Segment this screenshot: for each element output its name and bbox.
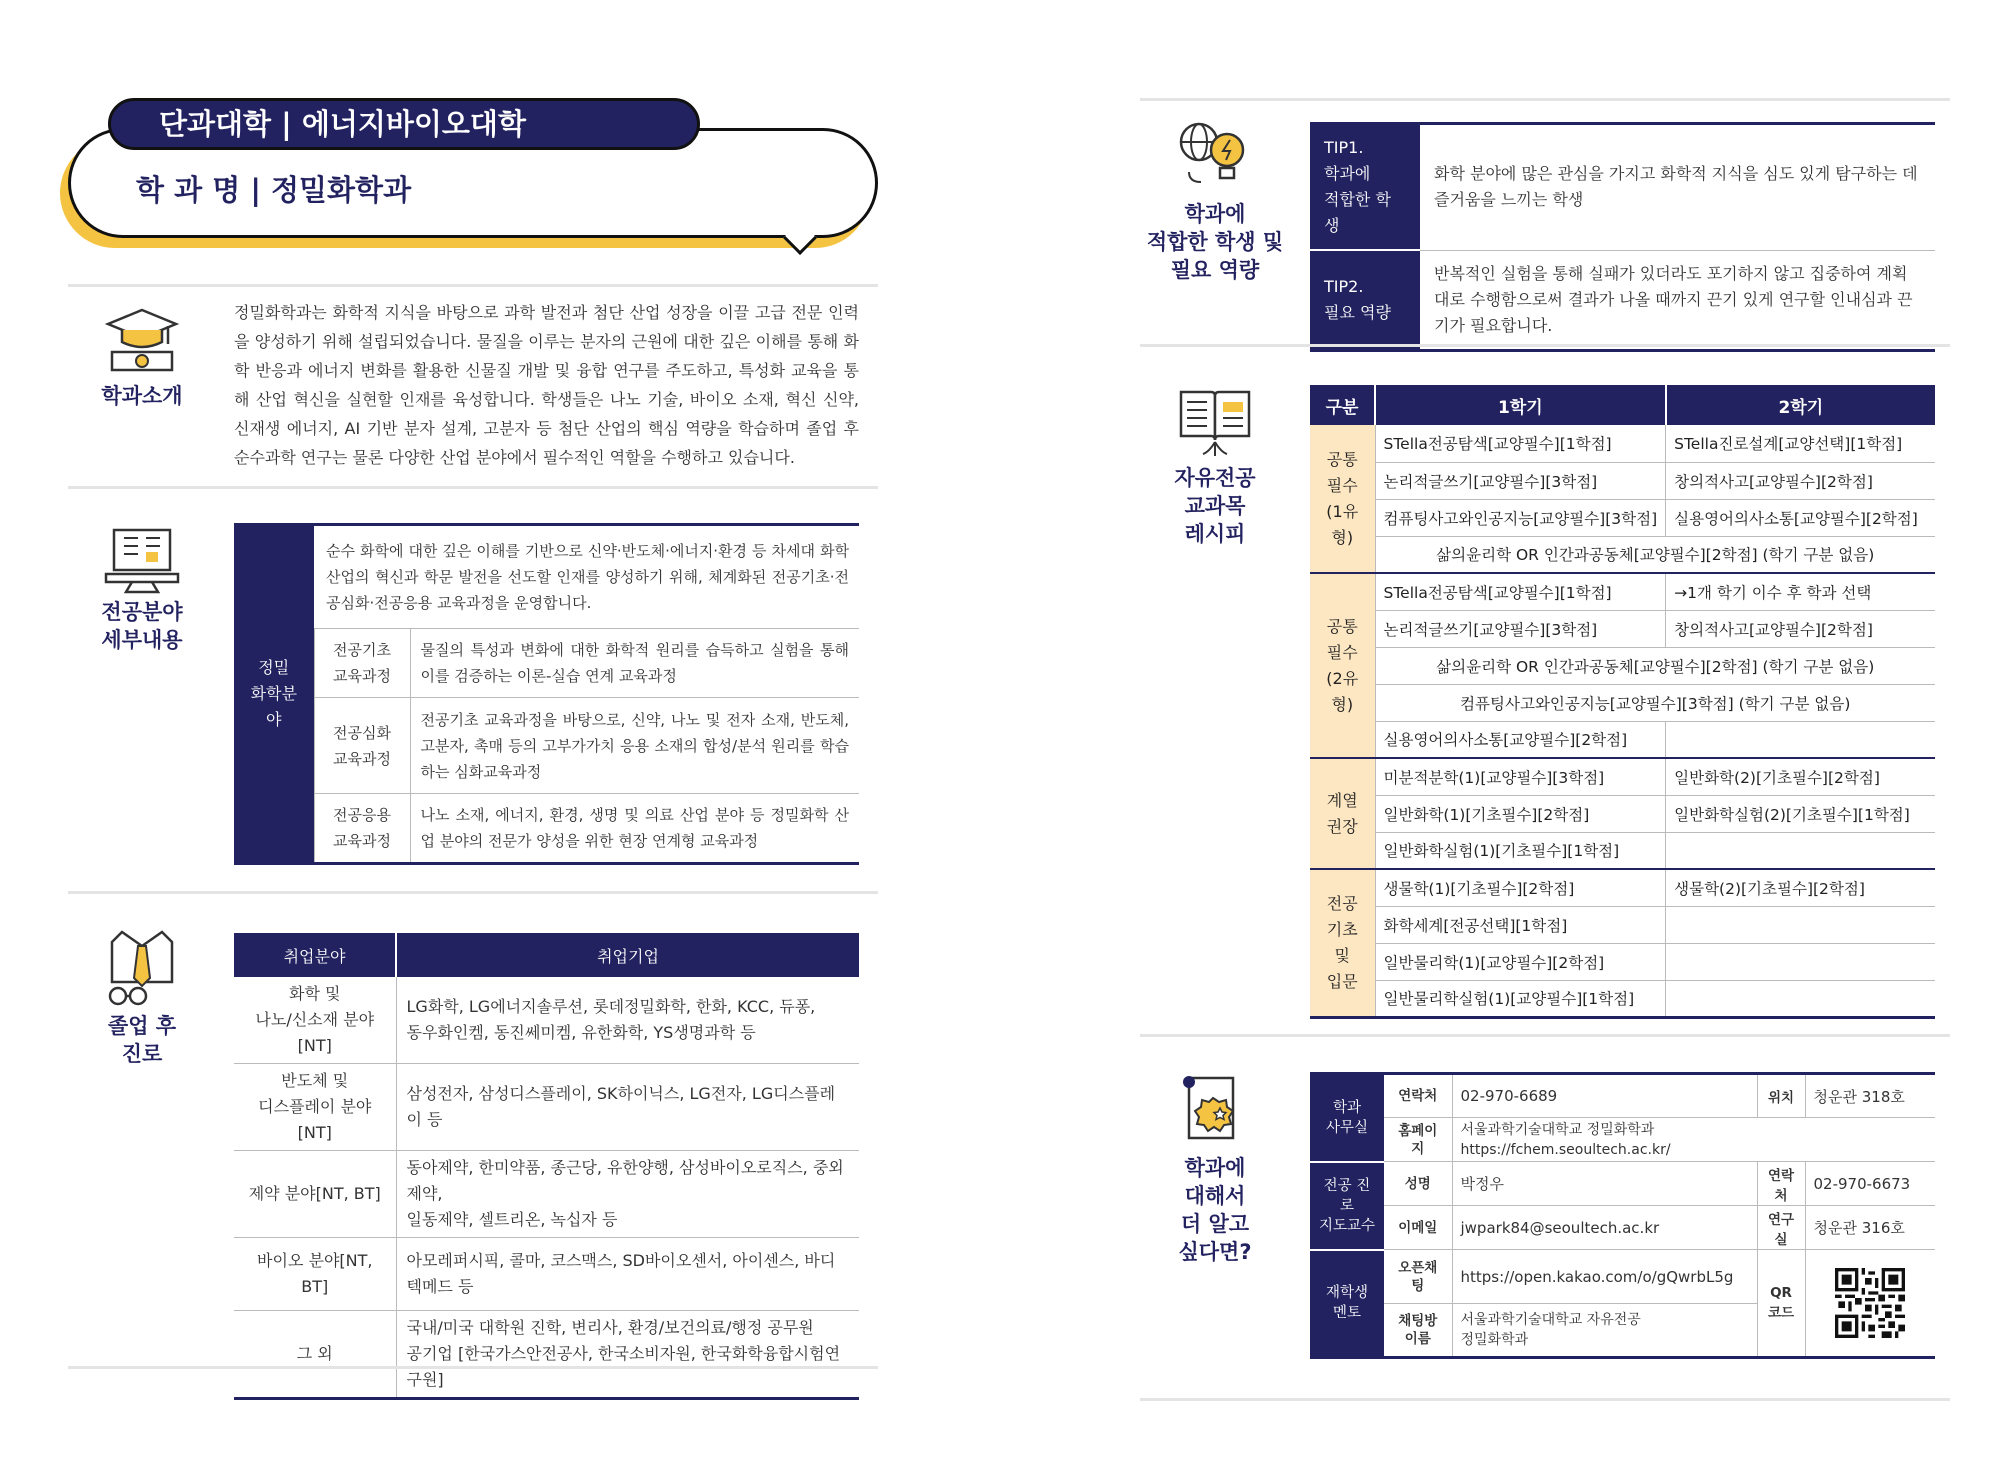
- department-title: 학 과 명 | 정밀화학과: [136, 173, 412, 207]
- tip-value: 화학 분야에 많은 관심을 가지고 화학적 지식을 심도 있게 탐구하는 데 즐거움을 느끼는 학생: [1420, 124, 1935, 251]
- recipe-head-group: 구분: [1310, 385, 1375, 425]
- career-field-line2: 디스플레이 분야[NT]: [258, 1097, 372, 1142]
- table-header-row: [1310, 385, 1935, 425]
- intro-label: 학과소개: [101, 384, 183, 408]
- contact-chat-url[interactable]: https://open.kakao.com/o/gQwrbL5g: [1452, 1250, 1757, 1304]
- intro-text: 정밀화학과는 화학적 지식을 바탕으로 과학 발전과 첨단 산업 성장을 이끌 고급 전문 인력을 양성하기 위해 설립되었습니다. 물질을 이루는 분자의 근원에 대한 깊은 이해를 통해 화학 반응과 에너지 변화를 활용한 신물질 개발 및 융합 연구를 주도하고, 특성화 교육을 통해 산업 혁신을 실현할 인재를 육성합니다. 학생들은 나노 기술, 바이오 소재, 혁신 신약, 신재생 에너지, AI 기반 분자 설계, 고분자 등 첨단 산업의 핵심 역량을 학습하며 졸업 후 순수과학 연구는 물론 다양한 산업 분야에서 필수적인 역할을 수행하고 있습니다.: [234, 303, 859, 467]
- field-section-icon: [92, 524, 192, 654]
- tips-section-icon: [1140, 120, 1290, 284]
- shirt-tie-glasses-icon: [102, 926, 182, 1008]
- field-row-desc: 나노 소재, 에너지, 환경, 생명 및 의료 산업 분야 등 정밀화학 산업 분야의 전문가 양성을 위한 현장 연계형 교육과정: [420, 806, 849, 850]
- field-side-line2: 화학분야: [250, 684, 297, 729]
- contact-office-line1: 학과: [1332, 1099, 1361, 1116]
- contact-mentor-line1: 재학생: [1325, 1285, 1369, 1302]
- career-table: [234, 933, 859, 1400]
- table-row: [234, 1238, 859, 1311]
- contact-room-name: [1452, 1304, 1757, 1358]
- contact-label-line3: 더 알고: [1180, 1212, 1250, 1236]
- divider: [1140, 344, 1950, 347]
- contact-mentor-line2: 멘토: [1332, 1305, 1361, 1322]
- recipe-head-semester1: 1학기: [1375, 385, 1666, 425]
- recipe-course: STella전공탐색[교양필수][1학점]: [1375, 573, 1666, 610]
- table-row: [1310, 462, 1935, 499]
- career-company-line1: 삼성전자, 삼성디스플레이, SK하이닉스, LG전자, LG디스플레이 등: [406, 1084, 836, 1129]
- career-field-cell: [234, 977, 396, 1064]
- table-row: [1310, 1206, 1935, 1250]
- recipe-group-cell: [1310, 869, 1375, 1017]
- recipe-group-line1: 공통: [1326, 449, 1358, 469]
- recipe-group-line2: 필수: [1326, 642, 1358, 662]
- contact-room-label-line2: 이름: [1404, 1331, 1431, 1347]
- career-company-cell: [396, 1311, 859, 1399]
- field-row-name: [314, 698, 410, 794]
- recipe-course: 생물학(2)[기초필수][2학점]: [1666, 869, 1935, 906]
- recipe-course: 일반화학(1)[기초필수][2학점]: [1375, 795, 1666, 832]
- field-row-name-line2: 교육과정: [333, 749, 391, 768]
- field-row-desc: 물질의 특성과 변화에 대한 화학적 원리를 습득하고 실험을 통해 이를 검증하는 이론-실습 연계 교육과정: [410, 629, 859, 698]
- table-row: [1310, 647, 1935, 684]
- contact-email-label: 이메일: [1384, 1206, 1452, 1250]
- table-row: [234, 794, 859, 864]
- table-row: [234, 698, 859, 794]
- recipe-course: STella진로설계[교양선택][1학점]: [1666, 425, 1935, 462]
- divider: [68, 284, 878, 287]
- table-row: [1310, 869, 1935, 906]
- graduation-cap-icon: [102, 304, 182, 378]
- career-company-cell: [396, 1064, 859, 1151]
- contact-office-line2: 사무실: [1325, 1119, 1369, 1136]
- career-field-line1: 화학 및: [289, 984, 341, 1003]
- contact-table: [1310, 1072, 1935, 1359]
- recipe-course: 일반화학실험(1)[기초필수][1학점]: [1375, 832, 1666, 869]
- divider: [68, 486, 878, 489]
- career-company-cell: 아모레퍼시픽, 콜마, 코스맥스, SD바이오센서, 아이센스, 바디텍메드 등: [396, 1238, 859, 1311]
- recipe-head-semester2: 2학기: [1666, 385, 1935, 425]
- tips-label-line1: 학과에: [1184, 202, 1246, 226]
- career-company-cell: [396, 1151, 859, 1238]
- recipe-group-line3: (1유형): [1326, 501, 1359, 547]
- book-monitor-icon: [102, 524, 182, 594]
- recipe-course: 일반물리학실험(1)[교양필수][1학점]: [1375, 980, 1666, 1017]
- field-row-name-line1: 전공심화: [333, 723, 391, 742]
- contact-location: 청운관 318호: [1805, 1074, 1935, 1118]
- contact-room-label-line1: 채팅방: [1398, 1313, 1438, 1329]
- contact-homepage-line1: 서울과학기술대학교 정밀화학과: [1460, 1121, 1655, 1138]
- field-row-name: [314, 794, 410, 864]
- table-row: [1310, 943, 1935, 980]
- table-row: [234, 1064, 859, 1151]
- recipe-course: 화학세계[전공선택][1학점]: [1375, 906, 1666, 943]
- contact-professor-cell: [1310, 1162, 1384, 1250]
- intro-section-icon: [92, 304, 192, 410]
- career-company-line2: 공기업 [한국가스안전공사, 한국소비자원, 한국화학융합시험연구원]: [406, 1344, 841, 1389]
- recipe-course: 실용영어의사소통[교양필수][2학점]: [1666, 499, 1935, 536]
- recipe-course: 일반화학(2)[기초필수][2학점]: [1666, 758, 1935, 795]
- contact-homepage-url[interactable]: https://fchem.seoultech.ac.kr/: [1460, 1141, 1671, 1158]
- globe-lightbulb-icon: [1175, 120, 1255, 196]
- career-label-line1: 졸업 후: [107, 1014, 177, 1038]
- table-row: [1310, 536, 1935, 573]
- recipe-group-line2: 필수: [1326, 475, 1358, 495]
- recipe-course: 논리적글쓰기[교양필수][3학점]: [1375, 610, 1666, 647]
- field-side-line1: 정밀: [258, 658, 290, 677]
- contact-phone: 02-970-6689: [1452, 1074, 1757, 1118]
- table-row: [1310, 1250, 1935, 1304]
- divider: [1140, 1398, 1950, 1401]
- table-row: [1310, 721, 1935, 758]
- recipe-course: 창의적사고[교양필수][2학점]: [1666, 462, 1935, 499]
- recipe-label-line1: 자유전공: [1174, 466, 1256, 490]
- table-row: [234, 629, 859, 698]
- tip-key-line2: 학과에: [1324, 164, 1371, 183]
- contact-professor-line2: 지도교수: [1318, 1217, 1376, 1234]
- recipe-table: [1310, 385, 1935, 1019]
- recipe-section-icon: [1140, 384, 1290, 548]
- table-row: [1310, 610, 1935, 647]
- recipe-course-empty: [1666, 943, 1935, 980]
- career-company-line2: 동우화인켐, 동진쎄미켐, 유한화학, YS생명과학 등: [406, 1023, 756, 1042]
- recipe-course-empty: [1666, 906, 1935, 943]
- contact-label-line4: 싶다면?: [1178, 1240, 1252, 1264]
- career-company-line2: 일동제약, 셀트리온, 녹십자 등: [406, 1210, 618, 1229]
- table-row: [1310, 795, 1935, 832]
- field-row-name-line1: 전공기초: [333, 641, 391, 659]
- tips-table: [1310, 122, 1935, 352]
- contact-homepage[interactable]: [1452, 1118, 1935, 1162]
- contact-section-icon: [1140, 1070, 1290, 1266]
- contact-location-label: 위치: [1757, 1074, 1805, 1118]
- table-row: [1310, 499, 1935, 536]
- contact-chat-label: 오픈채팅: [1384, 1250, 1452, 1304]
- recipe-course: 컴퓨팅사고와인공지능[교양필수][3학점]: [1375, 499, 1666, 536]
- contact-label-line1: 학과에: [1184, 1156, 1246, 1180]
- contact-professor-phone-label: 연락처: [1757, 1162, 1805, 1206]
- recipe-group-line2: 기초 및: [1326, 919, 1358, 965]
- recipe-group-line1: 계열: [1326, 790, 1358, 810]
- career-field-line1: 반도체 및: [281, 1071, 349, 1090]
- career-company-line1: LG화학, LG에너지솔루션, 롯데정밀화학, 한화, KCC, 듀퐁,: [406, 997, 816, 1016]
- tip-key-line2: 필요 역량: [1324, 302, 1391, 322]
- tips-label-line3: 필요 역량: [1170, 258, 1260, 282]
- contact-name-label: 성명: [1384, 1162, 1452, 1206]
- table-row: [1310, 758, 1935, 795]
- contact-professor-phone: 02-970-6673: [1805, 1162, 1935, 1206]
- contact-phone-label: 연락처: [1384, 1074, 1452, 1118]
- tip-key-line3: 적합한 학생: [1324, 190, 1391, 235]
- header-banner: [68, 98, 878, 258]
- table-row: [1310, 1118, 1935, 1162]
- field-label-line1: 전공분야: [101, 600, 183, 624]
- divider: [1140, 1034, 1950, 1037]
- table-row: [1310, 124, 1935, 251]
- table-row: [1310, 906, 1935, 943]
- certificate-badge-icon: [1175, 1070, 1255, 1150]
- career-head-field: 취업분야: [234, 933, 396, 977]
- recipe-group-line3: (2유형): [1326, 668, 1359, 714]
- field-row-name-line2: 교육과정: [333, 832, 391, 850]
- career-field-cell: 바이오 분야[NT, BT]: [234, 1238, 396, 1311]
- career-field-cell: [234, 1064, 396, 1151]
- divider: [1140, 98, 1950, 101]
- recipe-course: STella전공탐색[교양필수][1학점]: [1375, 425, 1666, 462]
- recipe-course: 일반물리학(1)[교양필수][2학점]: [1375, 943, 1666, 980]
- field-row-desc: 전공기초 교육과정을 바탕으로, 신약, 나노 및 전자 소재, 반도체, 고분자, 촉매 등의 고부가가치 응용 소재의 합성/분석 원리를 학습하는 심화교육과정: [410, 698, 859, 794]
- contact-lab: 청운관 316호: [1805, 1206, 1935, 1250]
- recipe-group-cell: [1310, 758, 1375, 869]
- table-row: [1310, 425, 1935, 462]
- contact-room-label: [1384, 1304, 1452, 1358]
- qr-code-icon[interactable]: [1835, 1268, 1905, 1338]
- recipe-course-empty: [1666, 980, 1935, 1017]
- recipe-course: 컴퓨팅사고와인공지능[교양필수][3학점] (학기 구분 없음): [1375, 684, 1935, 721]
- career-field-line2: 나노/신소재 분야[NT]: [255, 1010, 375, 1055]
- contact-name: 박정우: [1452, 1162, 1757, 1206]
- contact-email[interactable]: jwpark84@seoultech.ac.kr: [1452, 1206, 1757, 1250]
- field-label-line2: 세부내용: [101, 628, 183, 652]
- table-row: [1310, 250, 1935, 350]
- recipe-label-line3: 레시피: [1184, 522, 1246, 546]
- open-book-icon: [1175, 384, 1255, 460]
- table-row: [1310, 684, 1935, 721]
- tip-value: 반복적인 실험을 통해 실패가 있더라도 포기하지 않고 집중하여 계획대로 수행함으로써 결과가 나올 때까지 끈기 있게 연구할 인내심과 끈기가 필요합니다.: [1434, 263, 1913, 335]
- contact-mentor-cell: [1310, 1250, 1384, 1358]
- table-row: [234, 977, 859, 1064]
- career-field-cell: 제약 분야[NT, BT]: [234, 1151, 396, 1238]
- recipe-group-line1: 공통: [1326, 616, 1358, 636]
- field-summary: 순수 화학에 대한 깊은 이해를 기반으로 신약·반도체·에너지·환경 등 차세대 화학 산업의 혁신과 학문 발전을 선도할 인재를 양성하기 위해, 체계화된 전공기초·전공심화·전공응용 교육과정을 운영합니다.: [314, 525, 859, 629]
- recipe-course-empty: [1666, 721, 1935, 758]
- recipe-course: →1개 학기 이수 후 학과 선택: [1666, 573, 1935, 610]
- table-row: [1310, 832, 1935, 869]
- recipe-group-line2: 권장: [1326, 816, 1358, 836]
- field-row-name-line1: 전공응용: [333, 806, 391, 824]
- contact-room-name-line1: 서울과학기술대학교 자유전공: [1460, 1312, 1641, 1328]
- career-head-company: 취업기업: [396, 933, 859, 977]
- table-row: [1310, 573, 1935, 610]
- college-title: 단과대학 | 에너지바이오대학: [108, 98, 700, 150]
- divider: [68, 1366, 878, 1369]
- contact-office-cell: [1310, 1074, 1384, 1162]
- contact-qr-label-line1: QR: [1770, 1285, 1792, 1301]
- table-header-row: [234, 933, 859, 977]
- recipe-course-empty: [1666, 832, 1935, 869]
- tips-label-line2: 적합한 학생 및: [1146, 230, 1284, 254]
- field-row-name-line2: 교육과정: [333, 667, 391, 685]
- table-row: [1310, 1074, 1935, 1118]
- career-label-line2: 진로: [121, 1042, 163, 1066]
- tip-key: [1310, 250, 1420, 350]
- tip-key-line1: TIP2.: [1324, 276, 1364, 296]
- tip-key-line1: TIP1.: [1324, 138, 1364, 157]
- table-row: [234, 1151, 859, 1238]
- field-row-name: [314, 629, 410, 698]
- career-company-line1: 동아제약, 한미약품, 종근당, 유한양행, 삼성바이오로직스, 중외제약,: [406, 1158, 844, 1203]
- contact-qr-label: [1757, 1250, 1805, 1358]
- recipe-course: 삶의윤리학 OR 인간과공동체[교양필수][2학점] (학기 구분 없음): [1375, 536, 1935, 573]
- recipe-group-line1: 전공: [1326, 893, 1358, 913]
- tip-key: [1310, 124, 1420, 251]
- contact-qr-cell: [1805, 1250, 1935, 1358]
- recipe-course: 생물학(1)[기초필수][2학점]: [1375, 869, 1666, 906]
- recipe-course: 실용영어의사소통[교양필수][2학점]: [1375, 721, 1666, 758]
- recipe-course: 미분적분학(1)[교양필수][3학점]: [1375, 758, 1666, 795]
- contact-homepage-label: 홈페이지: [1384, 1118, 1452, 1162]
- recipe-group-line3: 입문: [1326, 971, 1358, 991]
- recipe-group-cell: [1310, 425, 1375, 573]
- career-field-cell: 그 외: [234, 1311, 396, 1399]
- field-side-cell: [234, 525, 314, 864]
- contact-professor-line1: 전공 진로: [1323, 1177, 1371, 1214]
- table-row: [1310, 980, 1935, 1017]
- contact-label-line2: 대해서: [1184, 1184, 1246, 1208]
- recipe-course: 삶의윤리학 OR 인간과공동체[교양필수][2학점] (학기 구분 없음): [1375, 647, 1935, 684]
- recipe-course: 일반화학실험(2)[기초필수][1학점]: [1666, 795, 1935, 832]
- table-row: [1310, 1162, 1935, 1206]
- career-company-cell: [396, 977, 859, 1064]
- field-table: [234, 523, 859, 865]
- recipe-group-cell: [1310, 573, 1375, 758]
- contact-qr-label-line2: 코드: [1767, 1305, 1795, 1321]
- career-company-line1: 국내/미국 대학원 진학, 변리사, 환경/보건의료/행정 공무원: [406, 1318, 814, 1337]
- recipe-course: 창의적사고[교양필수][2학점]: [1666, 610, 1935, 647]
- recipe-course: 논리적글쓰기[교양필수][3학점]: [1375, 462, 1666, 499]
- contact-lab-label: 연구실: [1757, 1206, 1805, 1250]
- contact-room-name-line2: 정밀화학과: [1460, 1332, 1529, 1348]
- recipe-label-line2: 교과목: [1184, 494, 1246, 518]
- career-section-icon: [92, 926, 192, 1068]
- table-row: [234, 525, 859, 629]
- table-row: [234, 1311, 859, 1399]
- divider: [68, 891, 878, 894]
